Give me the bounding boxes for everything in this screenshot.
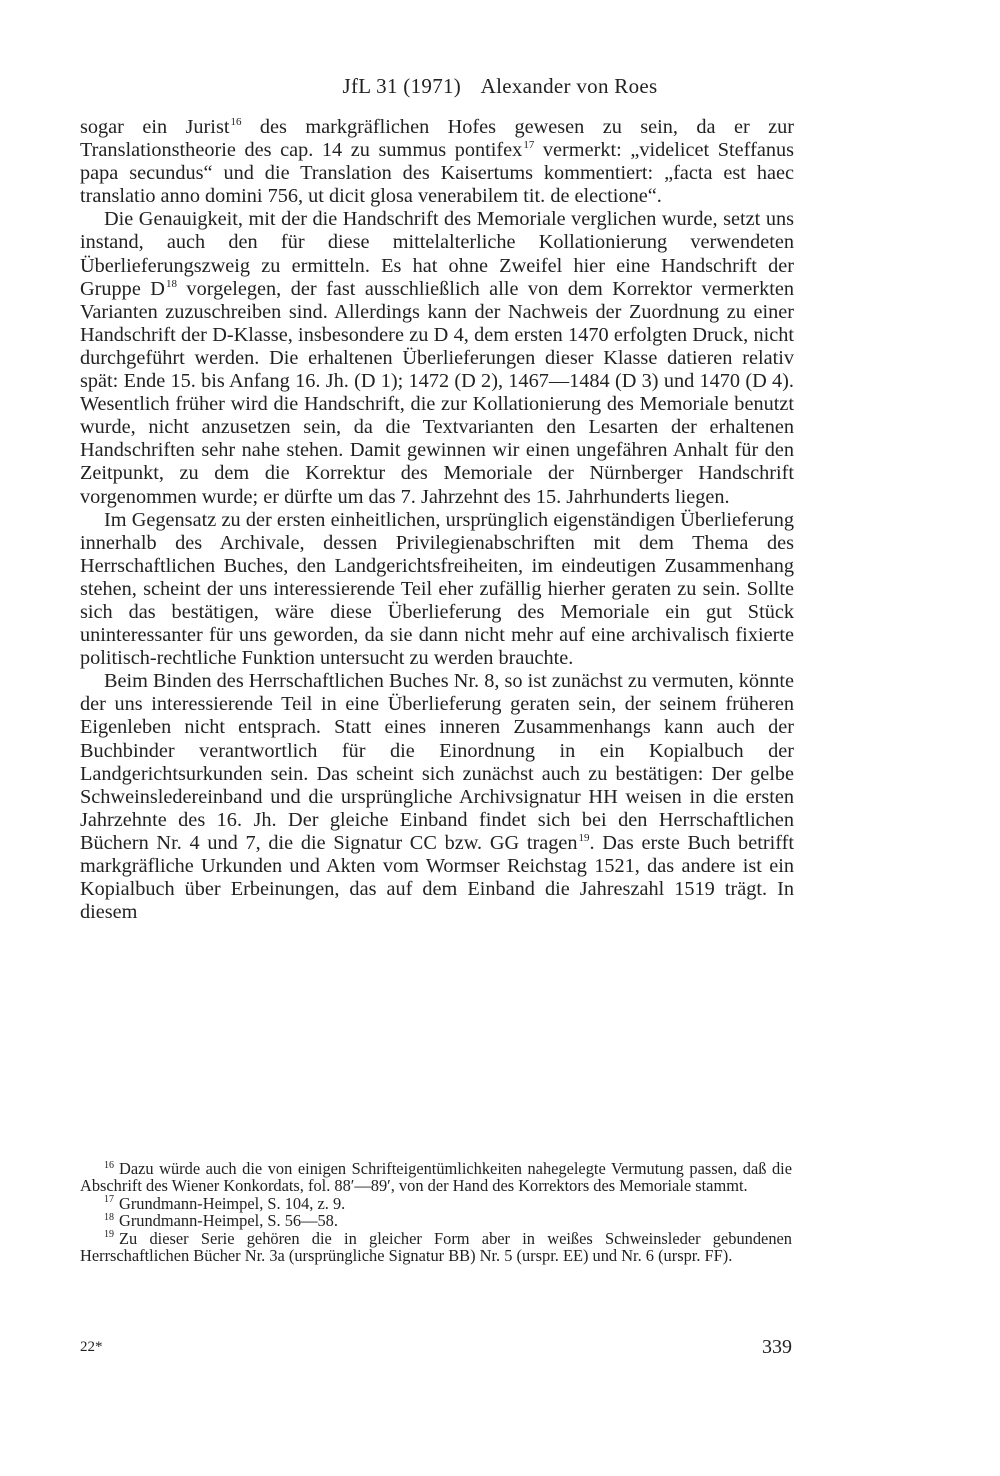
main-text <box>80 116 794 924</box>
running-header <box>0 74 1000 99</box>
body-paragraph <box>80 509 794 671</box>
paragraph-text: vermerkt: „videlicet Steffanus papa secundus“ und die Translation des Kaisertums kommentiert: „facta est haec translatio anno domini 756, ut dicit glosa venerabilem tit. de electione“. <box>80 139 794 208</box>
footnote <box>80 1160 792 1195</box>
footnote <box>80 1212 792 1229</box>
body-paragraph <box>80 208 794 508</box>
footnote-reference: 16 <box>230 116 242 129</box>
signature-mark: 22* <box>80 1339 103 1355</box>
footnote-reference: 17 <box>523 139 535 152</box>
footnote-text: Zu dieser Serie gehören die in gleicher Form aber in weißes Schweinsleder gebundenen Herrschaftlichen Bücher Nr. 3a (ursprüngliche Signatur BB) Nr. 5 (urspr. EE) und Nr. 6 (urspr. FF). <box>80 1228 792 1266</box>
paragraph-text: Die Genauigkeit, mit der die Handschrift des Memoriale verglichen wurde, setzt uns instand, auch den für diese mittelalterliche Kollationierung verwendeten Überlieferungszweig zu ermitteln. Es hat ohne Zweifel hier eine Handschrift der Gruppe D <box>80 208 794 300</box>
paragraph-text: Im Gegensatz zu der ersten einheitlichen, ursprünglich eigenständigen Überlieferung innerhalb des Archivale, dessen Privilegienabschriften mit dem Thema des Herrschaftlichen Buches, den Landgerichtsfreiheiten, im eindeutigen Zusammenhang stehen, scheint der uns interessierende Teil eher zufällig hierher geraten zu sein. Sollte sich das bestätigen, wäre diese Überlieferung des Memoriale ein gut Stück uninteressanter für uns geworden, da sie dann nicht mehr auf eine archivalisch fixierte politisch-rechtliche Funktion untersucht zu werden brauchte. <box>80 508 794 670</box>
footnote-text: Dazu würde auch die von einigen Schrifteigentümlichkeiten nahegelegte Vermutung passen, daß die Abschrift des Wiener Konkordats, fol. 88′—89′, von der Hand des Korrektors des Memoriale stammt. <box>80 1159 792 1196</box>
footnote-number: 18 <box>104 1211 114 1223</box>
body-paragraph <box>80 670 794 924</box>
footnote-reference: 18 <box>165 277 177 290</box>
footnote-number: 19 <box>104 1229 114 1241</box>
footnote-number: 16 <box>104 1159 114 1171</box>
footnote <box>80 1195 792 1212</box>
footnote-text: Grundmann-Heimpel, S. 104, z. 9. <box>119 1193 346 1213</box>
paragraph-text: Beim Binden des Herrschaftlichen Buches Nr. 8, so ist zunächst zu vermuten, könnte der uns interessierende Teil in eine Überlieferung geraten sein, der seinem früheren Eigenleben nicht entsprach. Statt eines inneren Zusammenhangs kann auch der Buchbinder verantwortlich für die Einordnung in ein Kopialbuch der Landgerichtsurkunden sein. Das scheint sich zunächst auch zu bestätigen: Der gelbe Schweinsledereinband und die ursprüngliche Archivsignatur HH weisen in die ersten Jahrzehnte des 16. Jh. Der gleiche Einband findet sich bei den Herrschaftlichen Büchern Nr. 4 und 7, die die Signatur CC bzw. GG tragen <box>80 670 794 854</box>
body-paragraph <box>80 116 794 208</box>
footnote-text: Grundmann-Heimpel, S. 56—58. <box>119 1211 338 1231</box>
paragraph-text: vorgelegen, der fast ausschließlich alle von dem Korrektor vermerkten Varianten zuzuschreiben sind. Allerdings kann der Nachweis der Zuordnung zu einer Handschrift der D-Klasse, insbesondere zu D 4, dem ersten 1470 erfolgten Druck, nicht durchgeführt werden. Die erhaltenen Überlieferungen dieser Klasse datieren relativ spät: Ende 15. bis Anfang 16. Jh. (D 1); 1472 (D 2), 1467—1484 (D 3) und 1470 (D 4). Wesentlich früher wird die Handschrift, die zur Kollationierung des Memoriale benutzt wurde, nicht anzusetzen sein, da die Textvarianten den Lesarten der erhaltenen Handschriften sehr nahe stehen. Damit gewinnen wir einen ungefähren Anhalt für den Zeitpunkt, zu dem die Korrektur des Memoriale der Nürnberger Handschrift vorgenommen wurde; er dürfte um das 7. Jahrzehnt des 15. Jahrhunderts liegen. <box>80 277 794 508</box>
journal-reference: JfL 31 (1971) <box>342 74 462 98</box>
running-title: Alexander von Roes <box>480 74 658 98</box>
footnotes <box>80 1160 792 1264</box>
footnote-number: 17 <box>104 1194 114 1206</box>
paragraph-text: . Das erste Buch betrifft markgräfliche Urkunden und Akten vom Wormser Reichstag 1521, das andere ist ein Kopialbuch über Erbeinungen, das auf dem Einband die Jahreszahl 1519 trägt. In diesem <box>80 831 794 924</box>
paragraph-text: des markgräflichen Hofes gewesen zu sein, da er zur Translationstheorie des cap. 14 zu summus pontifex <box>80 116 795 162</box>
footnote <box>80 1230 792 1265</box>
page-number: 339 <box>762 1336 792 1358</box>
footnote-reference: 19 <box>578 832 590 845</box>
paragraph-text: sogar ein Jurist <box>80 116 230 138</box>
